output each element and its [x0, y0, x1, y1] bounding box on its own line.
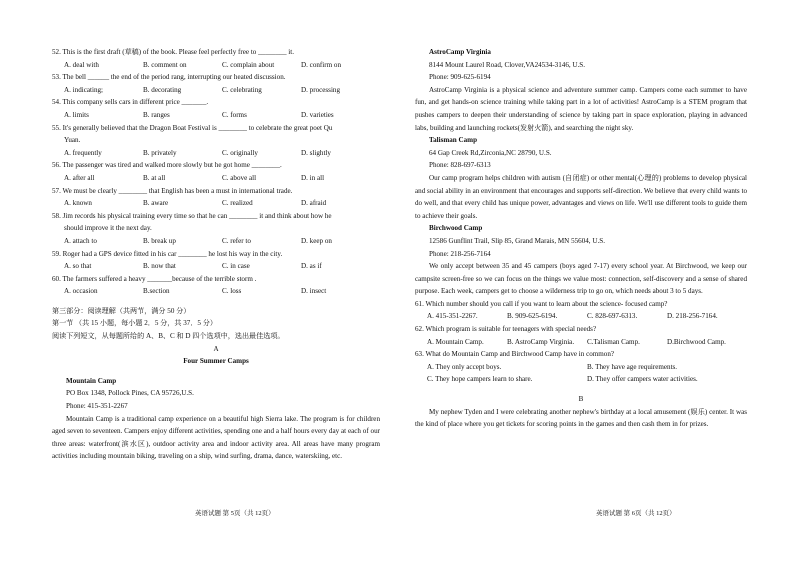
option-b: B. They have age requirements.: [587, 362, 678, 371]
option-d: D. processing: [301, 85, 341, 94]
talisman-camp-description: Our camp program helps children with autism (自闭症) or other mental(心理的) problems to develop physical and social ability in an environment that encourages and supports self-direction. We believe that every child wants to do well, and that every child has unique power, advantages and views on life. We'll use different tools to guide them to achieve their goals.: [415, 173, 747, 220]
option-a: A. after all: [64, 173, 95, 182]
question-63: 63. What do Mountain Camp and Birchwood Camp have in common?: [415, 350, 615, 359]
option-c: C. realized: [222, 199, 253, 208]
option-a: A. 415-351-2267.: [427, 312, 478, 321]
question-61: 61. Which number should you call if you want to learn about the science- focused camp?: [415, 299, 668, 308]
question-59: 59. Roger had a GPS device fitted in his car ________ he lost his way in the city.: [52, 249, 283, 258]
talisman-camp-phone: Phone: 828-697-6313: [429, 161, 491, 170]
option-b: B. privately: [143, 148, 177, 157]
options-57: [52, 197, 380, 210]
options-54: [52, 109, 380, 122]
option-d: D. 218-256-7164.: [667, 312, 718, 321]
question-60: 60. The farmers suffered a heavy _______because of the terrible storm .: [52, 274, 257, 283]
passage-b-text: My nephew Tyden and I were celebrating another nephew's birthday at a local amusement (娱乐) center. It was the kind of place where you get tickets for scoring points in the games and then cash them in for prizes.: [415, 407, 747, 429]
option-a: A. limits: [64, 110, 89, 119]
option-d: D. in all: [301, 173, 325, 182]
option-b: B. AstroCamp Virginia.: [507, 337, 575, 346]
option-d: D. keep on: [301, 236, 332, 245]
page-footer-right: 英语试题 第 6页（共 12页）: [596, 510, 676, 517]
option-a: A. occasion: [64, 287, 98, 296]
question-62: 62. Which program is suitable for teenagers with special needs?: [415, 325, 597, 334]
talisman-camp-name: Talisman Camp: [429, 136, 478, 145]
options-62: [415, 336, 747, 349]
option-a: A. Mountain Camp.: [427, 337, 484, 346]
option-b: B. break up: [143, 236, 176, 245]
birchwood-camp-description: We only accept between 35 and 45 campers (boys aged 7-17) every school year. At Birchwood, we keep our campsite screen-free so we can focus on the things we value most: connection, self-discovery and a sense of shared purpose. Each week, campers get to choose a wilderness trip to go on, which needs about 3 to 5 days.: [415, 262, 747, 296]
option-b: B. at all: [143, 173, 166, 182]
mountain-camp-address: PO Box 1348, Pollock Pines, CA 95726,U.S.: [66, 389, 194, 398]
question-55-cont: Yuan.: [64, 136, 81, 145]
passage-title: Four Summer Camps: [183, 357, 249, 366]
options-63-cd: [415, 373, 747, 386]
option-c: C. originally: [222, 148, 258, 157]
options-53: [52, 84, 380, 97]
question-53: 53. The bell ______ the end of the period rang, interrupting our heated discussion.: [52, 73, 286, 82]
option-a: A. They only accept boys.: [427, 362, 502, 371]
option-b: B. decorating: [143, 85, 182, 94]
mountain-camp-description: Mountain Camp is a traditional camp experience on a beautiful high Sierra lake. The program is for children aged seven to seventeen. Campers enjoy different activities, spending one and a half hours every day at each of our three areas: waterfront(滨水区), outdoor activity area and indoor activity area. All areas have many program activities including mountain biking, traveling on a ship, wind surfing, drama, dance, waterskiing, etc.: [52, 414, 380, 461]
option-d: D. afraid: [301, 199, 327, 208]
option-b: B.section: [143, 287, 170, 296]
option-c: C. refer to: [222, 236, 251, 245]
astro-camp-address: 8144 Mount Laurel Road, Clover,VA24534-3146, U.S.: [429, 60, 586, 69]
option-c: C. complain about: [222, 60, 275, 69]
option-b: B. now that: [143, 262, 176, 271]
options-61: [415, 310, 747, 323]
question-57: 57. We must be clearly ________ that English has been a must in international trade.: [52, 186, 293, 195]
question-56: 56. The passenger was tired and walked more slowly but he got home ________.: [52, 161, 282, 170]
option-a: A. known: [64, 199, 92, 208]
option-c: C.Talisman Camp.: [587, 337, 640, 346]
option-d: D. They offer campers water activities.: [587, 375, 698, 384]
options-60: [52, 285, 380, 298]
option-b: B. 909-625-6194.: [507, 312, 558, 321]
birchwood-camp-phone: Phone: 218-256-7164: [429, 249, 491, 258]
option-d: D. slightly: [301, 148, 331, 157]
options-56: [52, 172, 380, 185]
page-footer-left: 英语试题 第 5页（共 12页）: [195, 510, 275, 517]
option-d: D. confirm on: [301, 60, 341, 69]
question-54: 54. This company sells cars in different price _______.: [52, 98, 209, 107]
question-58-cont: should improve it the next day.: [64, 224, 152, 233]
option-c: C. celebrating: [222, 85, 262, 94]
option-c: C. 828-697-6313.: [587, 312, 638, 321]
right-column: [415, 46, 747, 431]
option-a: A. frequently: [64, 148, 102, 157]
option-a: A. attach to: [64, 236, 97, 245]
option-d: D.Birchwood Camp.: [667, 337, 726, 346]
option-c: C. loss: [222, 287, 242, 296]
passage-letter-b: B: [578, 395, 584, 404]
options-58: [52, 235, 380, 248]
astro-camp-name: AstroCamp Virginia: [429, 48, 491, 56]
question-55: 55. It's generally believed that the Dragon Boat Festival is ________ to celebrate the great poet Qu: [52, 123, 333, 132]
part-three-heading: 第三部分：阅读理解（共两节，满分 50 分）: [52, 306, 191, 315]
passage-letter-a: A: [213, 344, 219, 353]
left-column: [52, 46, 380, 463]
mountain-camp-name: Mountain Camp: [66, 376, 117, 385]
options-55: [52, 147, 380, 160]
option-d: D. varieties: [301, 110, 334, 119]
option-a: A. indicating;: [64, 85, 104, 94]
option-c: C. They hope campers learn to share.: [427, 375, 533, 384]
birchwood-camp-name: Birchwood Camp: [429, 224, 483, 233]
options-63-ab: [415, 361, 747, 374]
option-b: B. ranges: [143, 110, 170, 119]
option-d: D. insect: [301, 287, 327, 296]
mountain-camp-phone: Phone: 415-351-2267: [66, 402, 128, 411]
option-b: B. aware: [143, 199, 169, 208]
options-59: [52, 260, 380, 273]
option-c: C. forms: [222, 110, 247, 119]
reading-instruction: 阅读下列短文，从每题所给的 A、B、C 和 D 四个选项中，选出最佳选项。: [52, 332, 285, 341]
option-a: A. deal with: [64, 60, 99, 69]
section-one-heading: 第一节 （共 15 小题，每小题 2．5 分，共 37．5 分）: [52, 319, 217, 328]
option-b: B. comment on: [143, 60, 187, 69]
question-52: 52. This is the first draft (草稿) of the book. Please feel perfectly free to ________ it.: [52, 48, 294, 56]
option-d: D. as if: [301, 262, 322, 271]
birchwood-camp-address: 12586 Gunflint Trail, Slip 85, Grand Marais, MN 55604, U.S.: [429, 236, 605, 245]
options-52: [52, 59, 380, 72]
astro-camp-phone: Phone: 909-625-6194: [429, 73, 491, 82]
option-a: A. so that: [64, 262, 92, 271]
option-c: C. in case: [222, 262, 250, 271]
astro-camp-description: AstroCamp Virginia is a physical science and adventure summer camp. Campers come each summer to have fun, and get hands-on science training while taking part in a lot of activities! AstroCamp is a STEM program that pushes campers to deepen their understanding of science by taking part in space exploration, playing in advanced labs, building and launching rockets(发射火箭), and searching the night sky.: [415, 85, 747, 132]
talisman-camp-address: 64 Gap Creek Rd,Zirconia,NC 28790, U.S.: [429, 148, 552, 157]
question-58: 58. Jim records his physical training every time so that he can ________ it and think about how he: [52, 211, 332, 220]
option-c: C. above all: [222, 173, 257, 182]
